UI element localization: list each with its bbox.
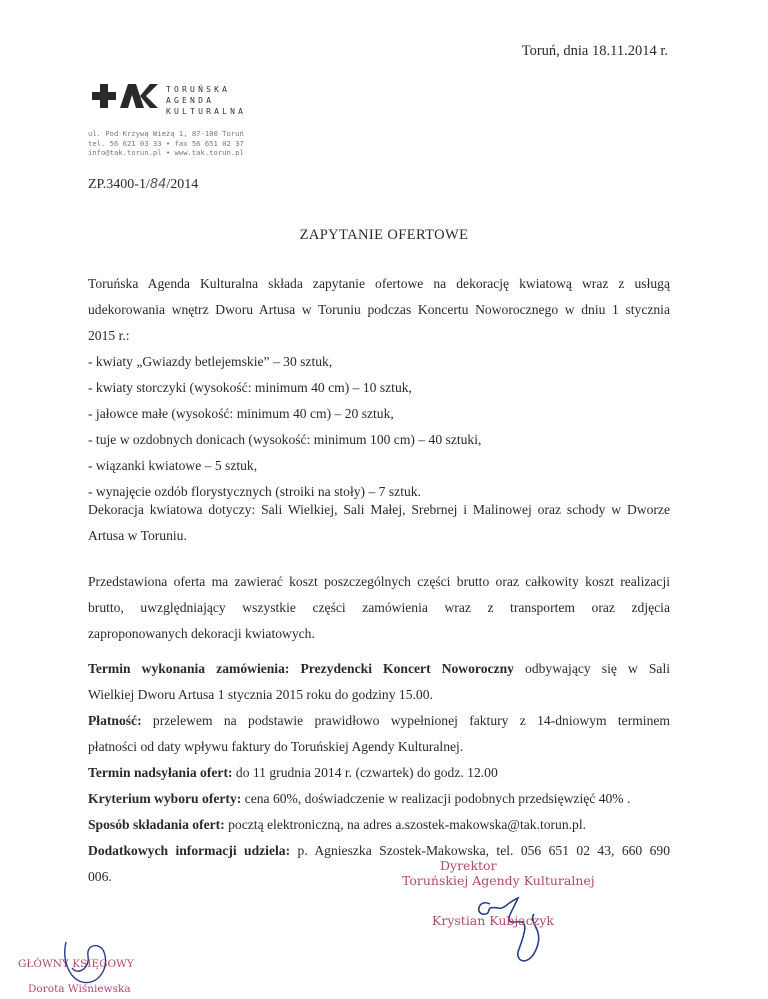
payment-text: przelewem na podstawie prawidłowo wypełnionej faktury z 14-dniowym terminem xyxy=(141,713,670,728)
submit-text: do 11 grudnia 2014 r. (czwartek) do godz. 12.00 xyxy=(232,765,498,780)
method-line xyxy=(88,812,670,838)
terms-section xyxy=(88,656,670,890)
reference-number xyxy=(88,177,198,193)
info-line: 006. xyxy=(88,869,112,884)
info-line xyxy=(88,838,670,864)
payment-line xyxy=(88,708,670,734)
org-address xyxy=(88,129,244,158)
decoration-line: Dekoracja kwiatowa dotyczy: Sali Wielkiej, Sali Małej, Srebrnej i Malinowej oraz schody w Dworze xyxy=(88,502,670,517)
info-label: Dodatkowych informacji udziela: xyxy=(88,843,291,858)
deadline-line: Wielkiej Dworu Artusa 1 stycznia 2015 roku do godziny 15.00. xyxy=(88,687,433,702)
info-text: p. Agnieszka Szostek-Makowska, tel. 056 651 02 43, 660 690 xyxy=(290,843,671,858)
submit-label: Termin nadsyłania ofert: xyxy=(88,765,233,780)
stamp-accountant-title: GŁÓWNY KSIĘGOWY xyxy=(18,958,134,970)
list-item: - kwiaty „Gwiazdy betlejemskie” – 30 sztuk, xyxy=(88,354,333,369)
method-label: Sposób składania ofert: xyxy=(88,817,225,832)
intro-line: 2015 r.: xyxy=(88,328,130,343)
intro-line: Toruńska Agenda Kulturalna składa zapytanie ofertowe na dekorację kwiatową wraz z usługą xyxy=(88,276,670,291)
stamp-org-name: Toruńskiej Agendy Kulturalnej xyxy=(402,873,595,888)
list-item: - jałowce małe (wysokość: minimum 40 cm) – 20 sztuk, xyxy=(88,406,394,421)
list-item: - kwiaty storczyki (wysokość: minimum 40 cm) – 10 sztuk, xyxy=(88,380,412,395)
payment-label: Płatność: xyxy=(88,713,142,728)
logo-mark-icon xyxy=(88,80,160,112)
list-item: - tuje w ozdobnych donicach (wysokość: minimum 100 cm) – 40 sztuki, xyxy=(88,432,482,447)
submit-deadline-line xyxy=(88,760,670,786)
decoration-line: Artusa w Toruniu. xyxy=(88,528,187,543)
document-date: Toruń, dnia 18.11.2014 r. xyxy=(521,43,668,59)
payment-line: płatności od daty wpływu faktury do Toruńskiej Agendy Kulturalnej. xyxy=(88,739,464,754)
criteria-line xyxy=(88,786,670,812)
stamp-director-name: Krystian Kubjaczyk xyxy=(432,913,554,928)
ref-prefix: ZP.3400-1/ xyxy=(88,177,150,192)
offer-line: brutto, uwzględniający wszystkie części zamówienia wraz z transportem oraz zdjęcia xyxy=(88,600,670,615)
deadline-text: odbywający się w Sali xyxy=(513,661,671,676)
criteria-text: cena 60%, doświadczenie w realizacji podobnych przedsięwzięć 40% . xyxy=(241,791,631,806)
logo-line: TORUŃSKA xyxy=(166,85,231,94)
intro-line: udekorowania wnętrz Dworu Artusa w Toruniu podczas Koncertu Noworocznego w dniu 1 stycznia xyxy=(88,302,670,317)
intro-section xyxy=(88,271,670,505)
stamp-director-title: Dyrektor xyxy=(440,858,497,873)
deadline-line xyxy=(88,656,670,682)
document-title: ZAPYTANIE OFERTOWE xyxy=(299,227,469,243)
list-item: - wiązanki kwiatowe – 5 sztuk, xyxy=(88,458,258,473)
offer-line: Przedstawiona oferta ma zawierać koszt poszczególnych części brutto oraz całkowity koszt realizacji xyxy=(88,574,670,589)
offer-line: zaproponowanych dekoracji kwiatowych. xyxy=(88,626,315,641)
ref-handwritten: 84 xyxy=(149,177,167,192)
logo-line: KULTURALNA xyxy=(166,107,247,116)
address-line: ul. Pod Krzywą Wieżą 1, 87-100 Toruń xyxy=(88,129,244,138)
method-text: pocztą elektroniczną, na adres a.szostek-makowska@tak.torun.pl. xyxy=(224,817,587,832)
stamp-accountant-name: Dorota Wiśniewska xyxy=(28,983,131,995)
director-signature-scribble xyxy=(472,892,582,977)
decoration-section xyxy=(88,497,670,549)
address-line: info@tak.torun.pl • www.tak.torun.pl xyxy=(88,148,244,157)
tak-logo xyxy=(88,80,160,117)
address-line: tel. 56 621 03 33 • fax 56 651 02 37 xyxy=(88,138,244,148)
ref-suffix: /2014 xyxy=(166,177,199,192)
list-item: - wynajęcie ozdób florystycznych (stroiki na stoły) – 7 sztuk. xyxy=(88,484,421,499)
deadline-label: Termin wykonania zamówienia: Prezydencki Koncert Noworoczny xyxy=(88,661,514,676)
logo-line: AGENDA xyxy=(166,96,215,105)
logo-org-name xyxy=(166,84,246,117)
criteria-label: Kryterium wyboru oferty: xyxy=(88,791,242,806)
offer-section xyxy=(88,569,670,647)
